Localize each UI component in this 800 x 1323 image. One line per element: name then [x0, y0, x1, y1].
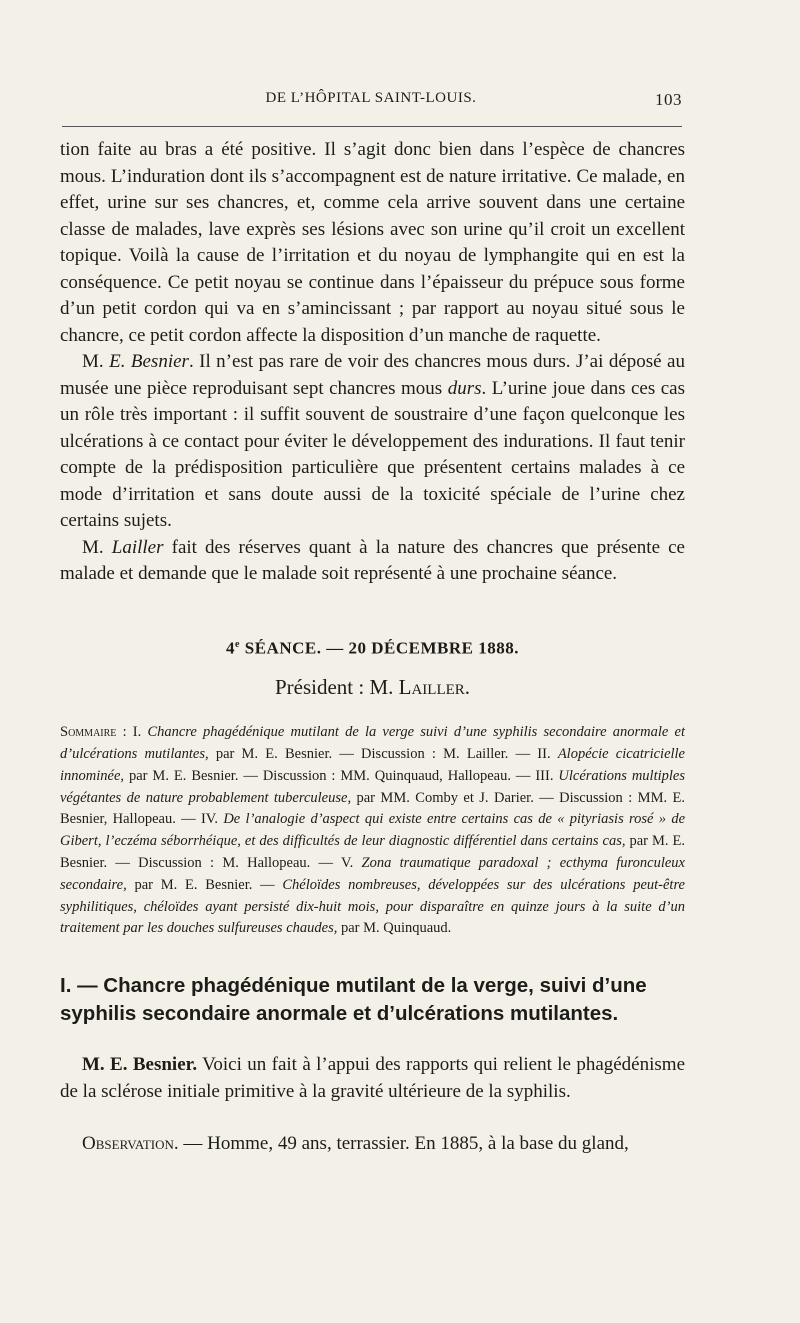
- observation-line: Observation. — Homme, 49 ans, terrassier. En 1885, à la base du gland,: [82, 1133, 629, 1155]
- speaker-name: E. Besnier: [109, 351, 189, 372]
- paragraph-text: . Il n’est pas rare de voir des chancres mous durs. J’ai déposé au musée une pièce reproduisant sept chancres mous: [60, 351, 685, 399]
- observation-label: Observation.: [82, 1133, 179, 1155]
- speaker-name: Lailler: [111, 536, 164, 558]
- speaker-prefix: M.: [82, 536, 112, 558]
- emphasis: durs: [447, 377, 482, 399]
- president-line: Président : M. Lailler.: [274, 674, 471, 699]
- paragraph-text: fait des réserves quant à la nature des chancres que présente ce malade et demande que le malade soit représenté à une prochaine séance.: [60, 536, 685, 584]
- running-title: DE L’HÔPITAL SAINT-LOUIS.: [265, 90, 477, 106]
- section-title: I. — Chancre phagédénique mutilant de la verge, suivi d’une syphilis secondaire anormale et d’ulcérations mutilantes.: [60, 974, 647, 1026]
- header-rule: [62, 126, 682, 127]
- paragraph-besnier: [60, 349, 685, 535]
- paragraph-lead: M. E. Besnier. Voici un fait à l’appui des rapports qui relient le phagédénisme de la sclérose initiale primitive à la gravité ultérieure de la syphilis.: [60, 1054, 685, 1102]
- speaker-name: M. E. Besnier.: [82, 1054, 198, 1076]
- paragraph-lailler: [60, 535, 685, 588]
- speaker-prefix: M.: [82, 351, 110, 372]
- paragraph-irritation: tion faite au bras a été positive. Il s’agit donc bien dans l’espèce de chancres mous. L’induration dont ils s’accompagnent est de nature irritative. Ce malade, en effet, urine sur ses chancres, et, comme cela arrive souvent dans une certaine classe de malades, lave exprès ses lésions avec son urine qu’il croit un excellent topique. Voilà la cause de l’irritation et du noyau de lymphangite qui en est la conséquence. Ce petit noyau se continue dans l’épaisseur du prépuce sous forme d’un petit cordon qui va en s’amincissant ; par rapport au noyau situé sous le chancre, ce petit cordon affecte la disposition d’un manche de raquette.: [60, 139, 685, 346]
- seance-heading: 4e SÉANCE. — 20 DÉCEMBRE 1888.: [226, 638, 519, 658]
- page-body: [60, 137, 685, 1158]
- president-name: Lailler.: [398, 674, 471, 699]
- page-number: 103: [655, 90, 682, 109]
- sommaire-label: Sommaire: [60, 724, 117, 741]
- sommaire: Sommaire : I. Chancre phagédénique mutilant de la verge suivi d’une syphilis secondaire anormale et d’ulcérations mutilantes, par M. E. Besnier. — Discussion : M. Lailler. — II. Alopécie cicatricielle innominée, par M. E. Besnier. — Discussion : MM. Quinquaud, Hallopeau. — III. Ulcérations multiples végétantes de nature probablement tuberculeuse, par MM. Comby et J. Darier. — Discussion : MM. E. Besnier, Hallopeau. — IV. De l’analogie d’aspect qui existe entre certains cas de « pityriasis rosé » de Gibert, l’eczéma séborrhéique, et des difficultés de leur diagnostic différentiel dans certains cas, par M. E. Besnier. — Discussion : M. Hallopeau. — V. Zona traumatique paradoxal ; ecthyma furonculeux secondaire, par M. E. Besnier. — Chéloïdes nombreuses, développées sur des ulcérations peut-être syphilitiques, chéloïdes ayant persisté dix-huit mois, pour disparaître en quinze jours à la suite d’un traitement par les douches sulfureuses chaudes, par M. Quinquaud.: [60, 724, 686, 937]
- paragraph-text: . L’urine joue dans ces cas un rôle très important : il suffit souvent de soustraire d’une façon quelconque les ulcérations à ce contact pour éviter le développement des indurations. Il faut tenir compte de la prédisposition particulière que présentent certains malades à ce mode d’irritation et sans doute aussi de la toxicité spéciale de l’urine chez certains sujets.: [60, 377, 685, 531]
- page-header: [60, 88, 682, 114]
